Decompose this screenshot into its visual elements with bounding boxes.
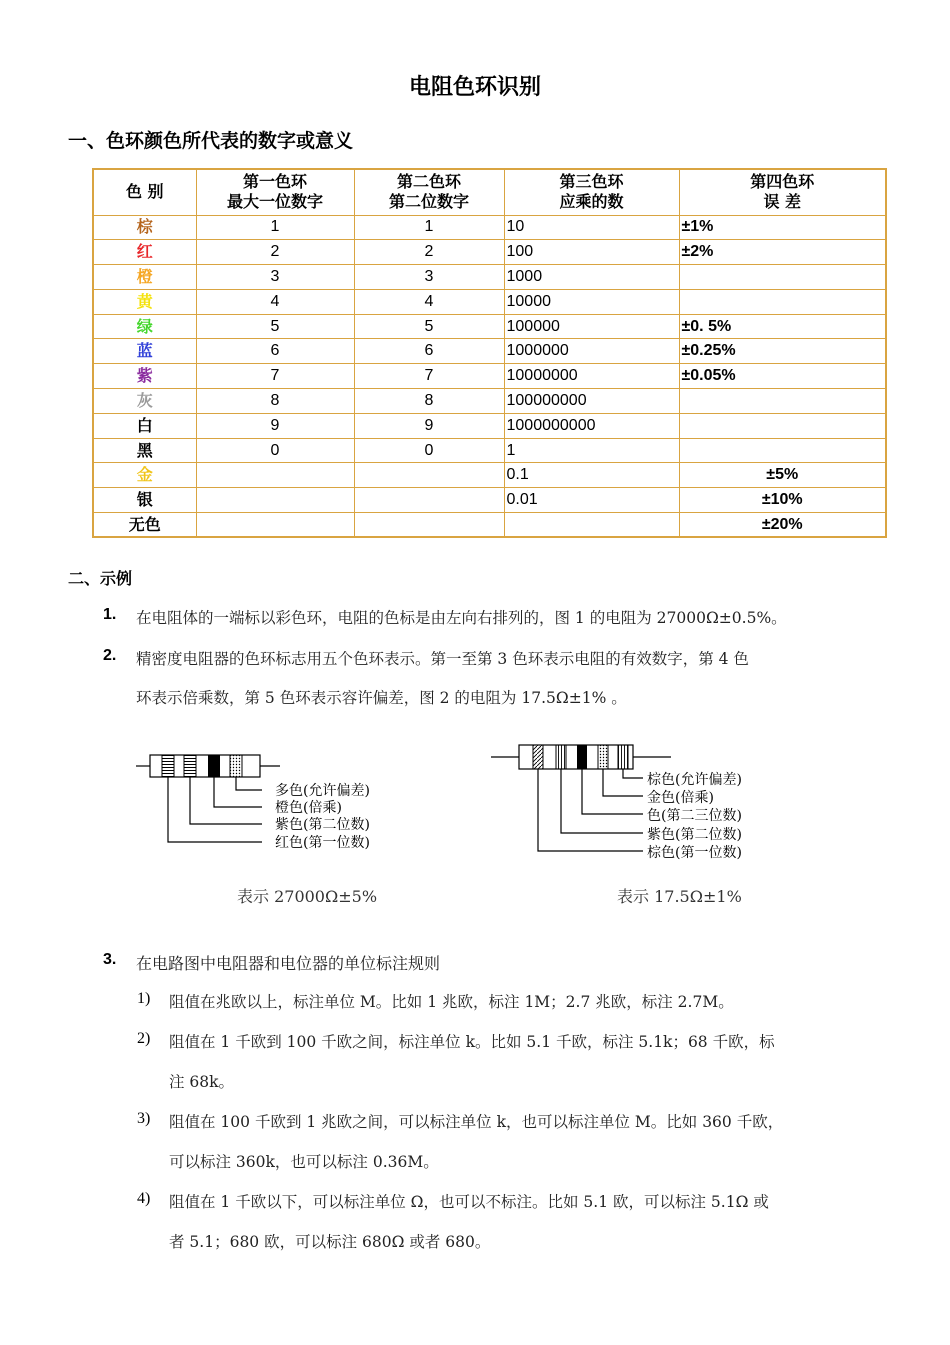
tolerance-cell: ±10%	[679, 488, 886, 513]
second-digit-cell	[354, 488, 504, 513]
header-band3	[504, 169, 679, 215]
second-digit-cell: 0	[354, 438, 504, 463]
multiplier-cell: 1000	[504, 265, 679, 290]
paragraph-1: 在电阻体的一端标以彩色环，电阻的色标是由左向右排列的，图 1 的电阻为 27000Ω±0.5%。	[136, 609, 787, 627]
header-band4	[679, 169, 886, 215]
second-digit-cell: 7	[354, 364, 504, 389]
table-row	[93, 413, 886, 438]
first-digit-cell: 1	[196, 215, 354, 240]
rule-text: 阻值在 1 千欧以下，可以标注单位 Ω，也可以不标注。比如 5.1 欧，可以标注 5.1Ω 或	[169, 1193, 769, 1211]
second-digit-cell	[354, 463, 504, 488]
header-line: 第二色环	[396, 172, 461, 192]
multiplier-cell	[504, 513, 679, 538]
header-line: 第四色环	[750, 172, 815, 192]
tolerance-cell	[679, 389, 886, 414]
header-line: 最大一位数字	[226, 192, 323, 212]
header-line: 误 差	[763, 192, 802, 212]
item-number-1: 1.	[103, 606, 117, 623]
second-digit-cell: 5	[354, 314, 504, 339]
diagram1-label-band1: 红色(第一位数)	[275, 835, 370, 851]
color-name-cell: 黑	[93, 438, 196, 463]
second-digit-cell: 8	[354, 389, 504, 414]
multiplier-cell: 1000000000	[504, 413, 679, 438]
rule-text: 可以标注 360k，也可以标注 0.36M。	[169, 1153, 439, 1171]
diagram1-label-band2: 紫色(第二位数)	[275, 817, 370, 833]
header-line: 第二位数字	[388, 192, 469, 212]
item-number-3: 3.	[103, 951, 117, 968]
page-title: 电阻色环识别	[408, 75, 541, 100]
second-digit-cell: 2	[354, 240, 504, 265]
color-name-cell: 蓝	[93, 339, 196, 364]
color-name-cell: 白	[93, 413, 196, 438]
diagram2-label-band3: 色(第二三位数)	[647, 808, 742, 824]
table-row	[93, 265, 886, 290]
second-digit-cell: 3	[354, 265, 504, 290]
multiplier-cell: 100	[504, 240, 679, 265]
diagram2-label-multiplier: 金色(倍乘)	[647, 790, 714, 806]
rule-text: 阻值在 100 千欧到 1 兆欧之间，可以标注单位 k，也可以标注单位 M。比如 360 千欧，	[169, 1113, 784, 1131]
table-row	[93, 314, 886, 339]
rule-text: 阻值在兆欧以上，标注单位 M。比如 1 兆欧，标注 1M；2.7 兆欧，标注 2.7M。	[169, 993, 734, 1011]
table-row	[93, 339, 886, 364]
multiplier-cell: 10	[504, 215, 679, 240]
section-heading-2: 二、示例	[68, 569, 133, 588]
tolerance-cell	[679, 265, 886, 290]
tolerance-cell: ±20%	[679, 513, 886, 538]
tolerance-cell: ±1%	[679, 215, 886, 240]
second-digit-cell	[354, 513, 504, 538]
table-row	[93, 389, 886, 414]
color-name-cell: 红	[93, 240, 196, 265]
header-band1	[196, 169, 354, 215]
color-name-cell: 银	[93, 488, 196, 513]
color-name-cell: 橙	[93, 265, 196, 290]
first-digit-cell: 3	[196, 265, 354, 290]
diagram2-label-band2: 紫色(第二位数)	[647, 827, 742, 843]
rule-text: 者 5.1；680 欧，可以标注 680Ω 或者 680。	[169, 1233, 491, 1251]
multiplier-cell: 100000	[504, 314, 679, 339]
first-digit-cell: 0	[196, 438, 354, 463]
first-digit-cell: 5	[196, 314, 354, 339]
paragraph-2b: 环表示倍乘数，第 5 色环表示容许偏差，图 2 的电阻为 17.5Ω±1% 。	[136, 689, 627, 707]
rule-number: 1)	[137, 990, 151, 1007]
diagram2-caption: 表示 17.5Ω±1%	[617, 887, 742, 906]
second-digit-cell: 1	[354, 215, 504, 240]
resistor-diagram-1	[130, 745, 410, 860]
diagram2-label-band1: 棕色(第一位数)	[647, 845, 742, 861]
color-name-cell: 紫	[93, 364, 196, 389]
first-digit-cell: 7	[196, 364, 354, 389]
table-row	[93, 488, 886, 513]
paragraph-3: 在电路图中电阻器和电位器的单位标注规则	[136, 954, 441, 973]
rule-number: 4)	[137, 1190, 151, 1207]
tolerance-cell: ±2%	[679, 240, 886, 265]
second-digit-cell: 6	[354, 339, 504, 364]
first-digit-cell: 9	[196, 413, 354, 438]
table-row	[93, 215, 886, 240]
color-name-cell: 灰	[93, 389, 196, 414]
rule-text: 阻值在 1 千欧到 100 千欧之间，标注单位 k。比如 5.1 千欧，标注 5.1k；68 千欧，标	[169, 1033, 775, 1051]
rule-number: 3)	[137, 1110, 151, 1127]
tolerance-cell	[679, 289, 886, 314]
table-row	[93, 240, 886, 265]
table-row	[93, 364, 886, 389]
table-body	[93, 215, 886, 537]
tolerance-cell	[679, 438, 886, 463]
tolerance-cell: ±0.25%	[679, 339, 886, 364]
color-name-cell: 棕	[93, 215, 196, 240]
first-digit-cell: 4	[196, 289, 354, 314]
section-heading-1: 一、色环颜色所代表的数字或意义	[68, 130, 354, 152]
table-row	[93, 438, 886, 463]
tolerance-cell: ±0. 5%	[679, 314, 886, 339]
diagram1-label-multiplier: 橙色(倍乘)	[275, 800, 342, 816]
multiplier-cell: 0.01	[504, 488, 679, 513]
second-digit-cell: 4	[354, 289, 504, 314]
first-digit-cell	[196, 513, 354, 538]
header-line: 第一色环	[242, 172, 307, 192]
diagram1-caption: 表示 27000Ω±5%	[237, 887, 378, 906]
paragraph-2a: 精密度电阻器的色环标志用五个色环表示。第一至第 3 色环表示电阻的有效数字，第 4 色	[136, 650, 749, 668]
tolerance-cell: ±0.05%	[679, 364, 886, 389]
first-digit-cell: 8	[196, 389, 354, 414]
multiplier-cell: 1000000	[504, 339, 679, 364]
color-name-cell: 黄	[93, 289, 196, 314]
tolerance-cell	[679, 413, 886, 438]
table-row	[93, 463, 886, 488]
item-number-2: 2.	[103, 647, 117, 664]
header-line: 第三色环	[559, 172, 624, 192]
color-name-cell: 金	[93, 463, 196, 488]
color-name-cell: 绿	[93, 314, 196, 339]
multiplier-cell: 100000000	[504, 389, 679, 414]
color-code-table	[92, 168, 887, 538]
header-band2	[354, 169, 504, 215]
first-digit-cell: 2	[196, 240, 354, 265]
resistor-diagram-2	[485, 738, 775, 863]
diagram2-label-tolerance: 棕色(允许偏差)	[647, 772, 742, 788]
header-line: 应乘的数	[559, 192, 624, 212]
multiplier-cell: 10000000	[504, 364, 679, 389]
first-digit-cell	[196, 488, 354, 513]
tolerance-cell: ±5%	[679, 463, 886, 488]
table-row	[93, 513, 886, 538]
first-digit-cell	[196, 463, 354, 488]
table-header-row	[93, 169, 886, 215]
rule-text: 注 68k。	[169, 1073, 235, 1091]
multiplier-cell: 10000	[504, 289, 679, 314]
first-digit-cell: 6	[196, 339, 354, 364]
multiplier-cell: 0.1	[504, 463, 679, 488]
table-row	[93, 289, 886, 314]
second-digit-cell: 9	[354, 413, 504, 438]
header-color: 色 别	[93, 169, 196, 215]
multiplier-cell: 1	[504, 438, 679, 463]
rule-number: 2)	[137, 1030, 151, 1047]
color-name-cell: 无色	[93, 513, 196, 538]
diagram1-label-tolerance: 多色(允许偏差)	[275, 783, 370, 799]
